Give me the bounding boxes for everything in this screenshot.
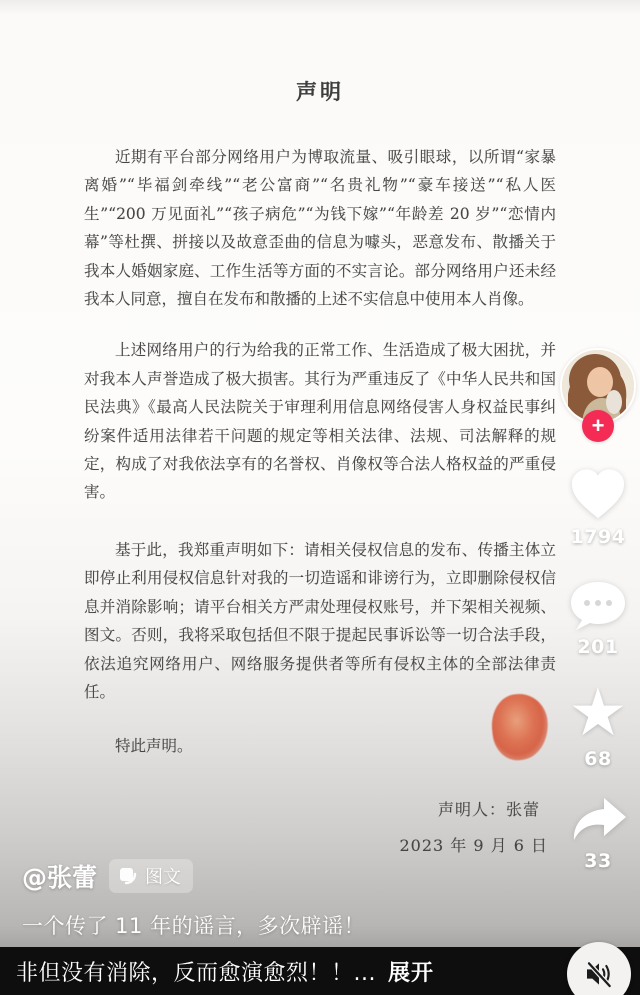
- description-text: 非但没有消除，反而愈演愈烈！！...: [16, 960, 376, 986]
- share-count: 33: [584, 850, 612, 872]
- comment-icon[interactable]: [568, 580, 628, 632]
- follow-button[interactable]: +: [582, 410, 614, 442]
- statement-signer: 声明人：张蕾: [437, 800, 540, 820]
- statement-closing: 特此声明。: [115, 737, 193, 756]
- video-meta: [22, 858, 542, 940]
- statement-date: 2023 年 9 月 6 日: [399, 836, 548, 856]
- statement-paragraph: 基于此，我郑重声明如下：请相关侵权信息的发布、传播主体立即停止利用侵权信息针对我的一切造谣和诽谤行为，立即删除侵权信息并消除影响；请平台相关方严肃处理侵权账号，并下架相关视频、图文。否则，我将采取包括但不限于提起民事诉讼等一切合法手段，依法追究网络用户、网络服务提供者等所有侵权主体的全部法律责任。: [84, 540, 556, 701]
- video-caption: 一个传了 11 年的谣言，多次辟谣！: [22, 914, 366, 938]
- media-badge-label: 图文: [145, 867, 182, 888]
- bottom-description-bar: [0, 947, 640, 995]
- share-arrow-icon[interactable]: [568, 796, 628, 846]
- statement-paragraph: 上述网络用户的行为给我的正常工作、生活造成了极大困扰，并对我本人声誉造成了极大损害。其行为严重违反了《中华人民共和国民法典》《最高人民法院关于审理利用信息网络侵害人身权益民事纠纷案件适用法律若干问题的规定等相关法律、法规、司法解释的规定，构成了对我依法享有的名誉权、肖像权等合法人格权益的严重侵害。: [84, 341, 556, 502]
- image-gallery-icon: [118, 866, 138, 886]
- expand-button[interactable]: 展开: [388, 956, 434, 987]
- comment-count: 201: [577, 636, 619, 658]
- favorite-count: 68: [584, 748, 612, 770]
- like-heart-icon[interactable]: [567, 464, 629, 522]
- action-rail: [556, 348, 640, 872]
- statement-paragraph: 近期有平台部分网络用户为博取流量、吸引眼球，以所谓“家暴离婚”“毕福剑牵线”“老公富商”“名贵礼物”“豪车接送”“私人医生”“200 万见面礼”“孩子病危”“为钱下嫁”“年龄差 20 岁”“恋情内幕”等杜撰、拼接以及故意歪曲的信息为噱头，恶意发布、散播关于我本人婚姻家庭、工作生活等方面的不实言论。部分网络用户还未经我本人同意，擅自在发布和散播的上述不实信息中使用本人肖像。: [84, 148, 556, 309]
- favorite-star-icon[interactable]: ★: [568, 674, 628, 751]
- statement-document: [84, 76, 556, 856]
- muted-speaker-icon: [583, 959, 615, 989]
- like-count: 1794: [570, 526, 626, 548]
- statement-title: 声明: [296, 79, 344, 104]
- author-username[interactable]: @张蕾: [22, 863, 98, 892]
- media-type-badge: [109, 859, 193, 893]
